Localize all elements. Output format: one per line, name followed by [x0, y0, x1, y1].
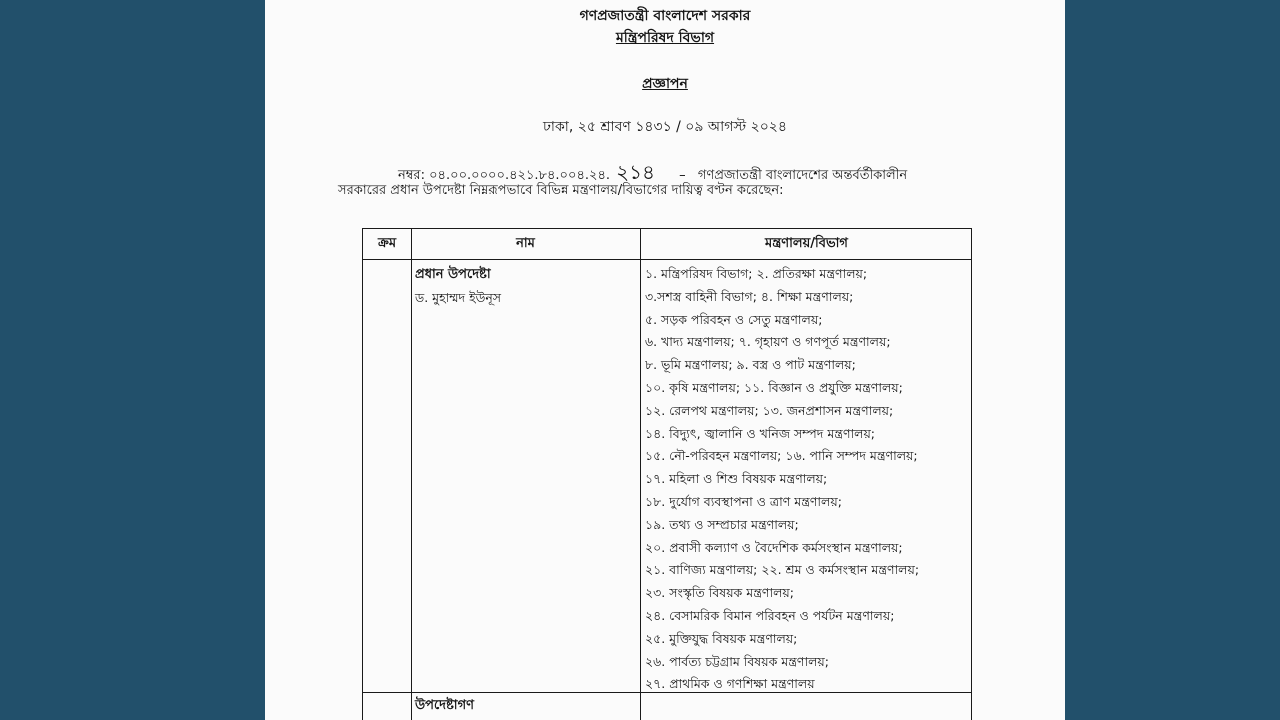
chief-adviser-role: প্রধান উপদেষ্টা	[415, 267, 491, 282]
ministry-line: ২০. প্রবাসী কল্যাণ ও বৈদেশিক কর্মসংস্থান মন্ত্রণালয়;	[645, 539, 903, 555]
ministry-line: ১৮. দুর্যোগ ব্যবস্থাপনা ও ত্রাণ মন্ত্রণালয়;	[645, 493, 842, 509]
ministry-line: ১০. কৃষি মন্ত্রণালয়; ১১. বিজ্ঞান ও প্রযুক্তি মন্ত্রণালয়;	[645, 379, 903, 395]
memo-dash: –	[679, 168, 686, 183]
ministry-line: ২৬. পার্বত্য চট্টগ্রাম বিষয়ক মন্ত্রণালয়;	[645, 653, 829, 669]
date-line: ঢাকা, ২৫ শ্রাবণ ১৪৩১ / ০৯ আগস্ট ২০২৪	[543, 119, 787, 135]
ministry-line: ১৯. তথ্য ও সম্প্রচার মন্ত্রণালয়;	[645, 516, 799, 532]
ministry-line: ২১. বাণিজ্য মন্ত্রণালয়; ২২. শ্রম ও কর্মসংস্থান মন্ত্রণালয়;	[645, 562, 920, 578]
ministry-line: ১৭. মহিলা ও শিশু বিষয়ক মন্ত্রণালয়;	[645, 471, 828, 487]
row-divider	[363, 259, 971, 260]
ministry-line: ১. মন্ত্রিপরিষদ বিভাগ; ২. প্রতিরক্ষা মন্ত্রণালয়;	[645, 266, 868, 281]
header-name: নাম	[516, 236, 535, 251]
notice-title-text: প্রজ্ঞাপন	[642, 76, 688, 92]
notice-title	[265, 72, 1065, 96]
memo-prefix: নম্বর:	[398, 168, 425, 183]
ministry-line: ১২. রেলপথ মন্ত্রণালয়; ১৩. জনপ্রশাসন মন্ত্রণালয়;	[645, 402, 894, 418]
ministry-line: ২৭. প্রাথমিক ও গণশিক্ষা মন্ত্রণালয়	[645, 676, 815, 692]
memo-text-line2: সরকারের প্রধান উপদেষ্টা নিম্নরূপভাবে বিভিন্ন মন্ত্রণালয়/বিভাগের দায়িত্ব বণ্টন করেছেন:	[338, 183, 784, 198]
department-name: মন্ত্রিপরিষদ বিভাগ	[615, 30, 715, 46]
document-page	[265, 0, 1065, 720]
memo-text-line1: গণপ্রজাতন্ত্রী বাংলাদেশের অন্তর্বর্তীকালীন	[697, 168, 908, 183]
ministry-line: ২৪. বেসামরিক বিমান পরিবহন ও পর্যটন মন্ত্রণালয়;	[645, 607, 895, 623]
ministry-line: ১৪. বিদ্যুৎ, জ্বালানি ও খনিজ সম্পদ মন্ত্রণালয়;	[645, 425, 876, 441]
ministry-line: ২৩. সংস্কৃতি বিষয়ক মন্ত্রণালয়;	[645, 585, 794, 601]
header-ministry: মন্ত্রণালয়/বিভাগ	[765, 236, 848, 251]
advisers-label: উপদেষ্টাগণ	[415, 698, 474, 713]
column-divider	[411, 229, 412, 720]
ministry-line: ৫. সড়ক পরিবহন ও সেতু মন্ত্রণালয়;	[645, 311, 823, 327]
header-serial: ক্রম	[377, 236, 397, 251]
ministry-line: ৮. ভূমি মন্ত্রণালয়; ৯. বস্ত্র ও পাট মন্ত্রণালয়;	[645, 357, 856, 373]
memo-number: ০৪.০০.০০০০.৪২১.৮৪.০০৪.২৪.	[429, 168, 611, 183]
chief-adviser-name: ড. মুহাম্মদ ইউনূস	[415, 290, 502, 305]
government-heading: গণপ্রজাতন্ত্রী বাংলাদেশ সরকার	[579, 8, 751, 24]
ministry-line: ১৫. নৌ-পরিবহন মন্ত্রণালয়; ১৬. পানি সম্পদ মন্ত্রণালয়;	[645, 448, 918, 464]
ministry-line: ৩.সশস্ত্র বাহিনী বিভাগ; ৪. শিক্ষা মন্ত্রণালয়;	[645, 288, 854, 304]
ministry-list	[645, 263, 971, 696]
ministry-line: ৬. খাদ্য মন্ত্রণালয়; ৭. গৃহায়ণ ও গণপূর্ত মন্ত্রণালয়;	[645, 334, 891, 350]
column-divider	[640, 229, 641, 720]
ministry-line: ২৫. মুক্তিযুদ্ধ বিষয়ক মন্ত্রণালয়;	[645, 630, 798, 646]
department-heading	[265, 26, 1065, 50]
allocation-table	[362, 228, 972, 720]
memo-handwritten-number: ২১৪	[616, 160, 656, 184]
